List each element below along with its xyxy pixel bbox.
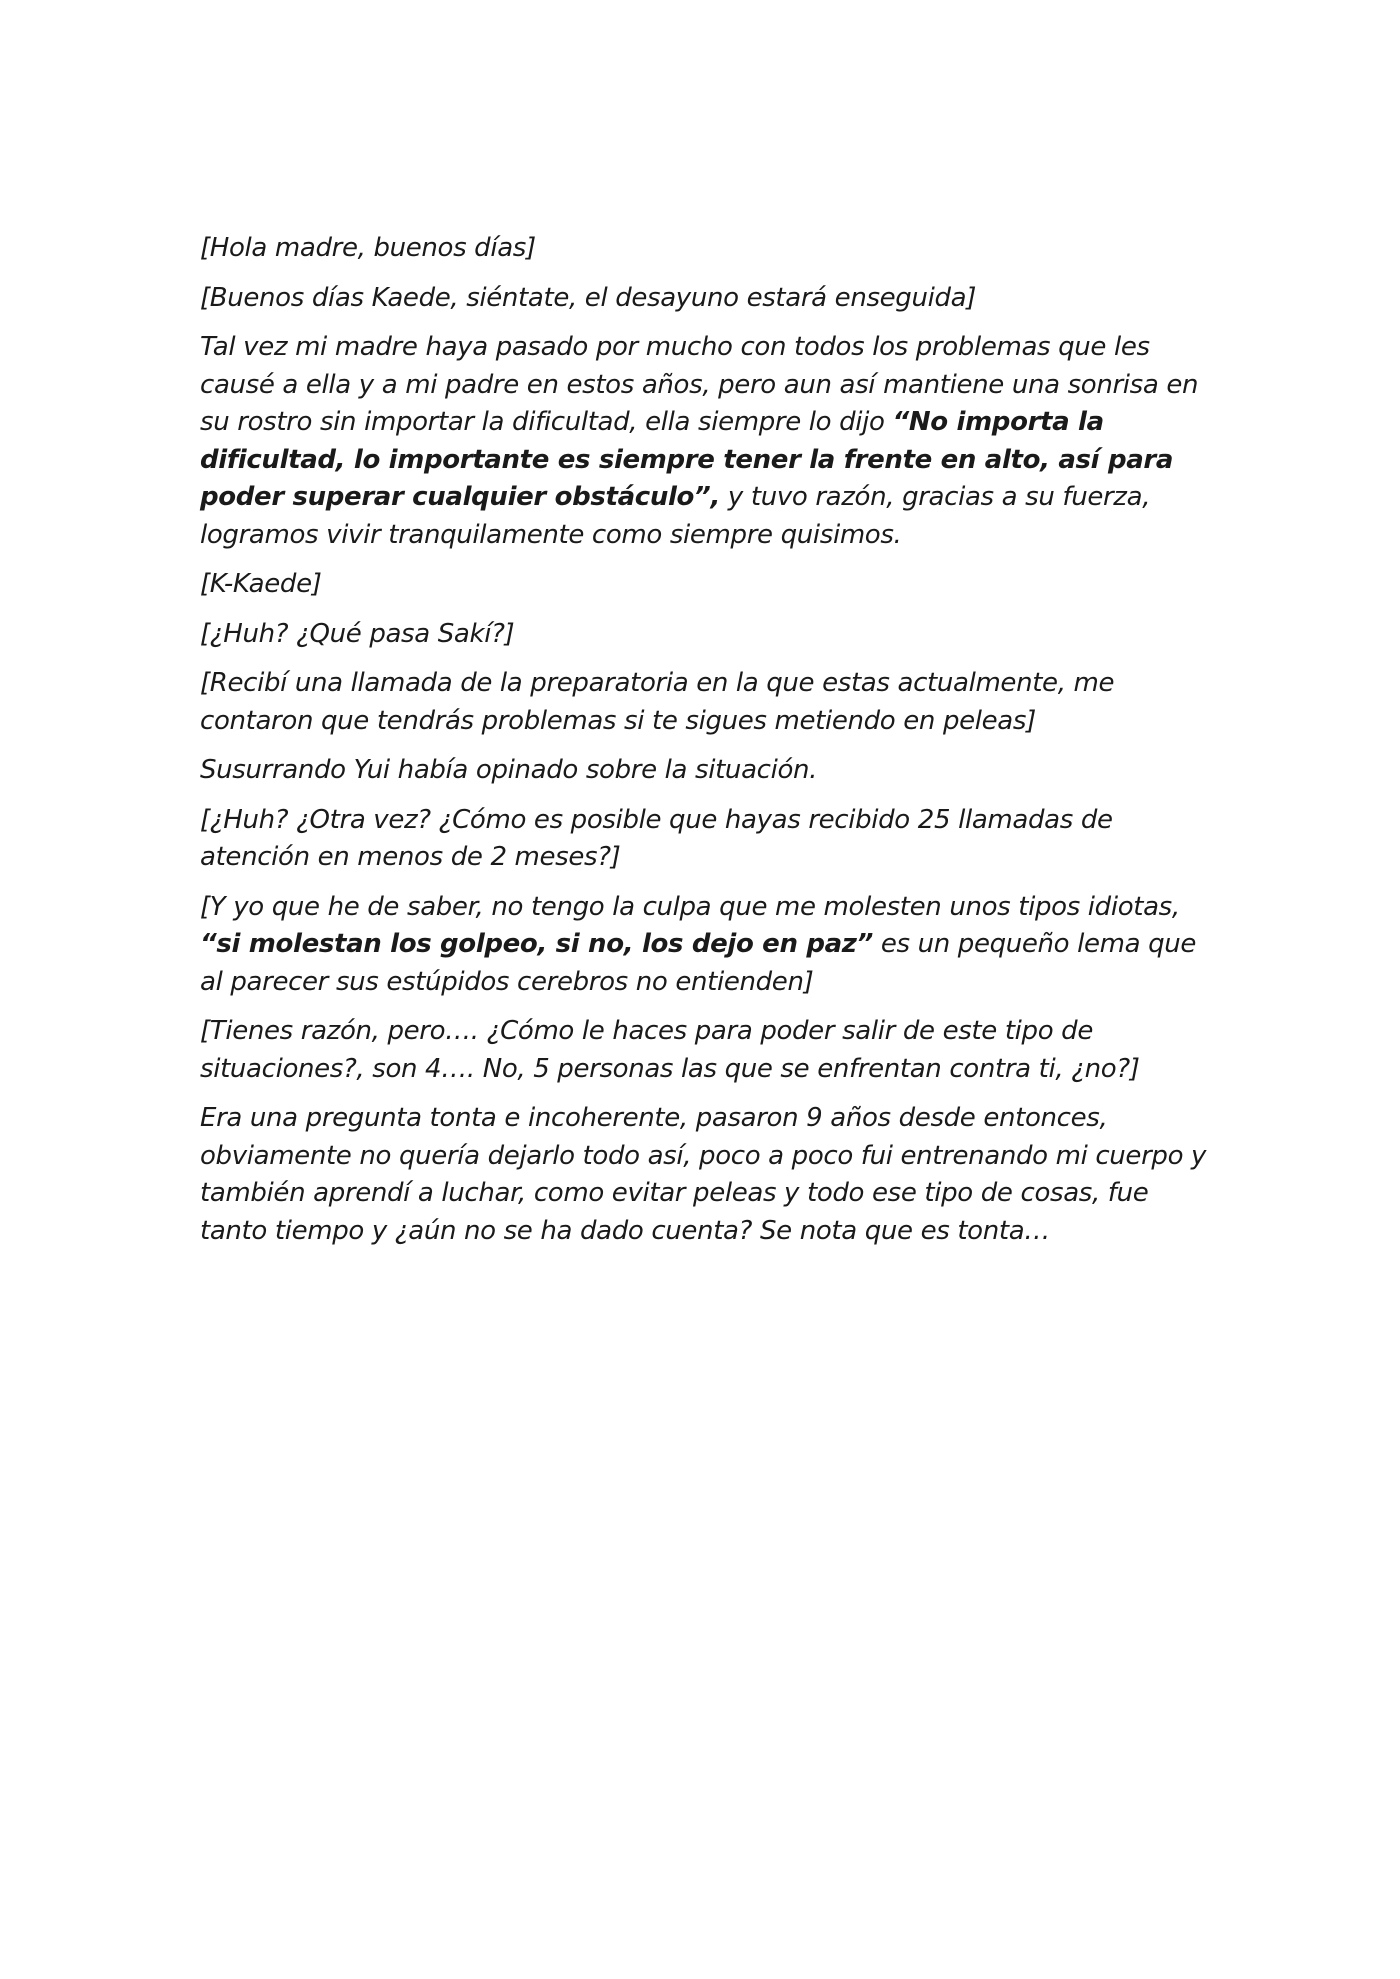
text-segment: [¿Huh? ¿Otra vez? ¿Cómo es posible que hayas recibido 25 llamadas de atención en menos de 2 meses?] [200,804,1113,872]
text-segment: [K-Kaede] [200,569,322,599]
text-segment: [Recibí una llamada de la preparatoria en la que estas actualmente, me contaron que tendrás problemas si te sigues metiendo en peleas] [200,668,1115,736]
text-segment: [Buenos días Kaede, siéntate, el desayuno estará enseguida] [200,282,976,313]
text-segment: y tuvo razón, gracias a su fuerza, logramos vivir tranquilamente como siempre quisimos. [200,482,1151,550]
text-segment: es un pequeño lema que al parecer sus estúpidos cerebros no entienden] [200,929,1197,997]
paragraph-dialogue [200,280,1210,318]
paragraph-dialogue [200,665,1210,740]
text-segment: [¿Huh? ¿Qué pasa Sakí?] [200,618,515,649]
text-segment: [Tienes razón, pero…. ¿Cómo le haces para poder salir de este tipo de situaciones?, son 4…. No, 5 personas las que se enfrentan contra ti, ¿no?] [200,1016,1140,1084]
bold-quote: “No importa la dificultad, lo importante es siempre tener la frente en alto, así para poder superar cualquier obstáculo”, [200,407,1174,512]
story-text [200,230,1210,1262]
text-segment: [Y yo que he de saber, no tengo la culpa que me molesten unos tipos idiotas, [200,891,1180,922]
paragraph-narration [200,752,1210,790]
paragraph-dialogue [200,566,1210,604]
paragraph-dialogue [200,889,1210,1002]
text-segment: [Hola madre, buenos días] [200,233,536,263]
paragraph-narration [200,329,1210,554]
paragraph-narration [200,1100,1210,1250]
paragraph-dialogue [200,230,1210,268]
paragraph-dialogue [200,616,1210,654]
paragraph-dialogue [200,802,1210,877]
bold-quote: “si molestan los golpeo, si no, los dejo en paz” [200,929,873,959]
text-segment: Susurrando Yui había opinado sobre la situación. [200,755,818,785]
text-segment: Tal vez mi madre haya pasado por mucho con todos los problemas que les causé a ella y a mi padre en estos años, pero aun así mantiene una sonrisa en su rostro sin importar la dificultad, ella siempre lo dijo [200,332,1199,437]
paragraph-dialogue [200,1013,1210,1088]
text-segment: Era una pregunta tonta e incoherente, pasaron 9 años desde entonces, obviamente no quería dejarlo todo así, poco a poco fui entrenando mi cuerpo y también aprendí a luchar, como evitar peleas y todo ese tipo de cosas, fue tanto tiempo y ¿aún no se ha dado cuenta? Se nota que es tonta… [200,1103,1207,1246]
